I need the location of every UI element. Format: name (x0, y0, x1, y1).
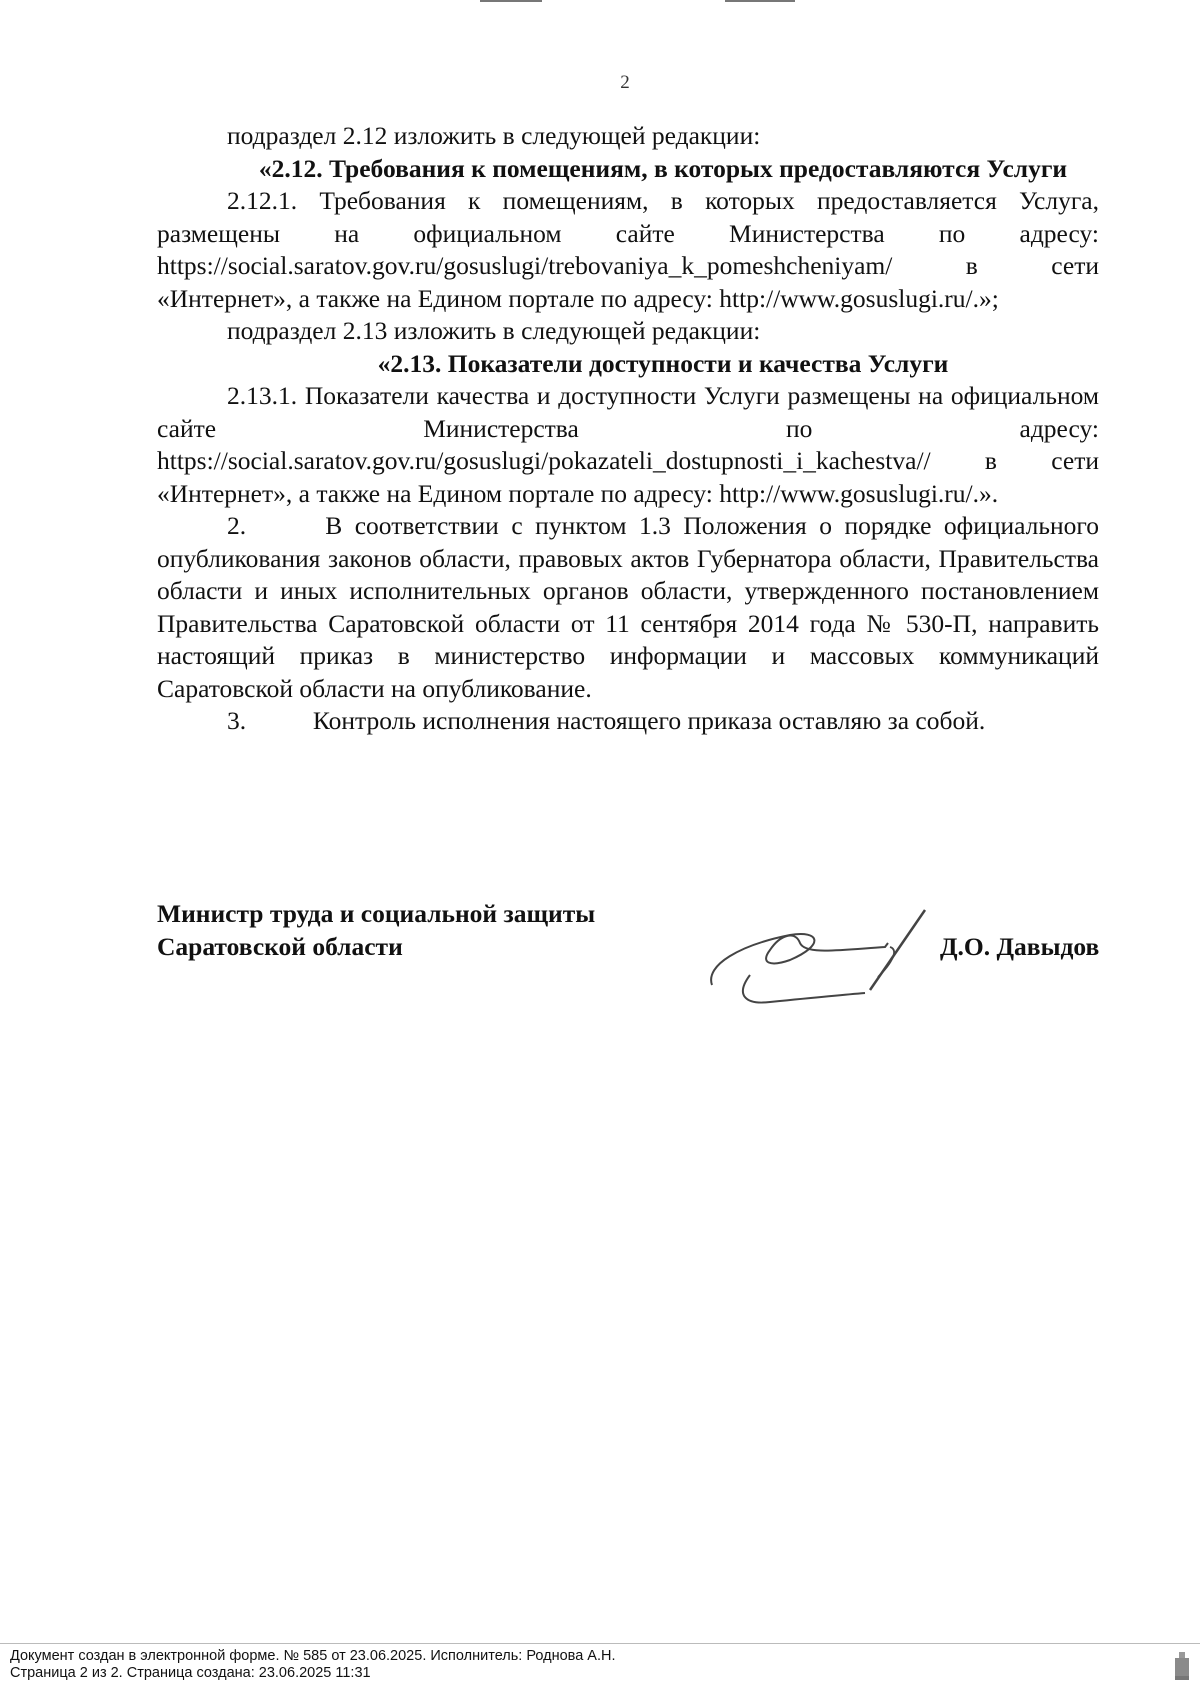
section-213-intro: подраздел 2.13 изложить в следующей редакции: (227, 316, 761, 345)
signatory-title-line2: Саратовской области (157, 931, 403, 961)
footer-divider (0, 1643, 1200, 1644)
numbered-item-3 (157, 705, 1099, 738)
scan-artifact (725, 0, 795, 2)
signatory-title (157, 898, 595, 963)
numbered-item-2 (157, 510, 1099, 705)
item-text: Контроль исполнения настоящего приказа оставляю за собой. (312, 706, 986, 735)
signatory-title-line1: Министр труда и социальной защиты (157, 899, 596, 928)
item-number: 3. (227, 706, 247, 735)
document-body (157, 120, 1099, 738)
document-footer (10, 1648, 1170, 1682)
section-212-text: 2.12.1. Требования к помещениям, в которых предоставляется Услуга, размещены на официальном сайте Министерства по адресу: https://social.saratov.gov.ru/gosuslugi/trebovaniya_k_pomeshcheniyam/ в сети «Интернет», а также на Едином портале по адресу: http://www.gosuslugi.ru/.»; (157, 186, 1099, 313)
signatory-name: Д.О. Давыдов (940, 932, 1100, 961)
item-number: 2. (227, 511, 247, 540)
item-text: В соответствии с пунктом 1.3 Положения о порядке официального опубликования законов области, правовых актов Губернатора области, Правительства области и иных исполнительных органов области, утвержденного постановлением Правительства Саратовской области от 11 сентября 2014 года № 530-П, направить настоящий приказ в министерство информации и массовых коммуникаций Саратовской области на опубликование. (157, 511, 1100, 703)
section-213-text: 2.13.1. Показатели качества и доступности Услуги размещены на официальном сайте Министерства по адресу: https://social.saratov.gov.ru/gosuslugi/pokazateli_dostupnosti_i_kachestva// в сети «Интернет», а также на Едином портале по адресу: http://www.gosuslugi.ru/.». (157, 381, 1099, 508)
section-213-heading: «2.13. Показатели доступности и качества Услуги (377, 348, 949, 378)
page-number: 2 (620, 72, 630, 93)
coat-of-arms-icon (1172, 1650, 1192, 1684)
scan-artifact (480, 0, 542, 2)
footer-line2: Страница 2 из 2. Страница создана: 23.06.2025 11:31 (10, 1665, 371, 1681)
section-212-intro: подраздел 2.12 изложить в следующей редакции: (227, 121, 761, 150)
footer-line1: Документ создан в электронной форме. № 585 от 23.06.2025. Исполнитель: Роднова А.Н. (10, 1648, 616, 1664)
section-212-heading: «2.12. Требования к помещениям, в которых предоставляются Услуги (258, 153, 1068, 183)
handwritten-signature (700, 905, 940, 1015)
